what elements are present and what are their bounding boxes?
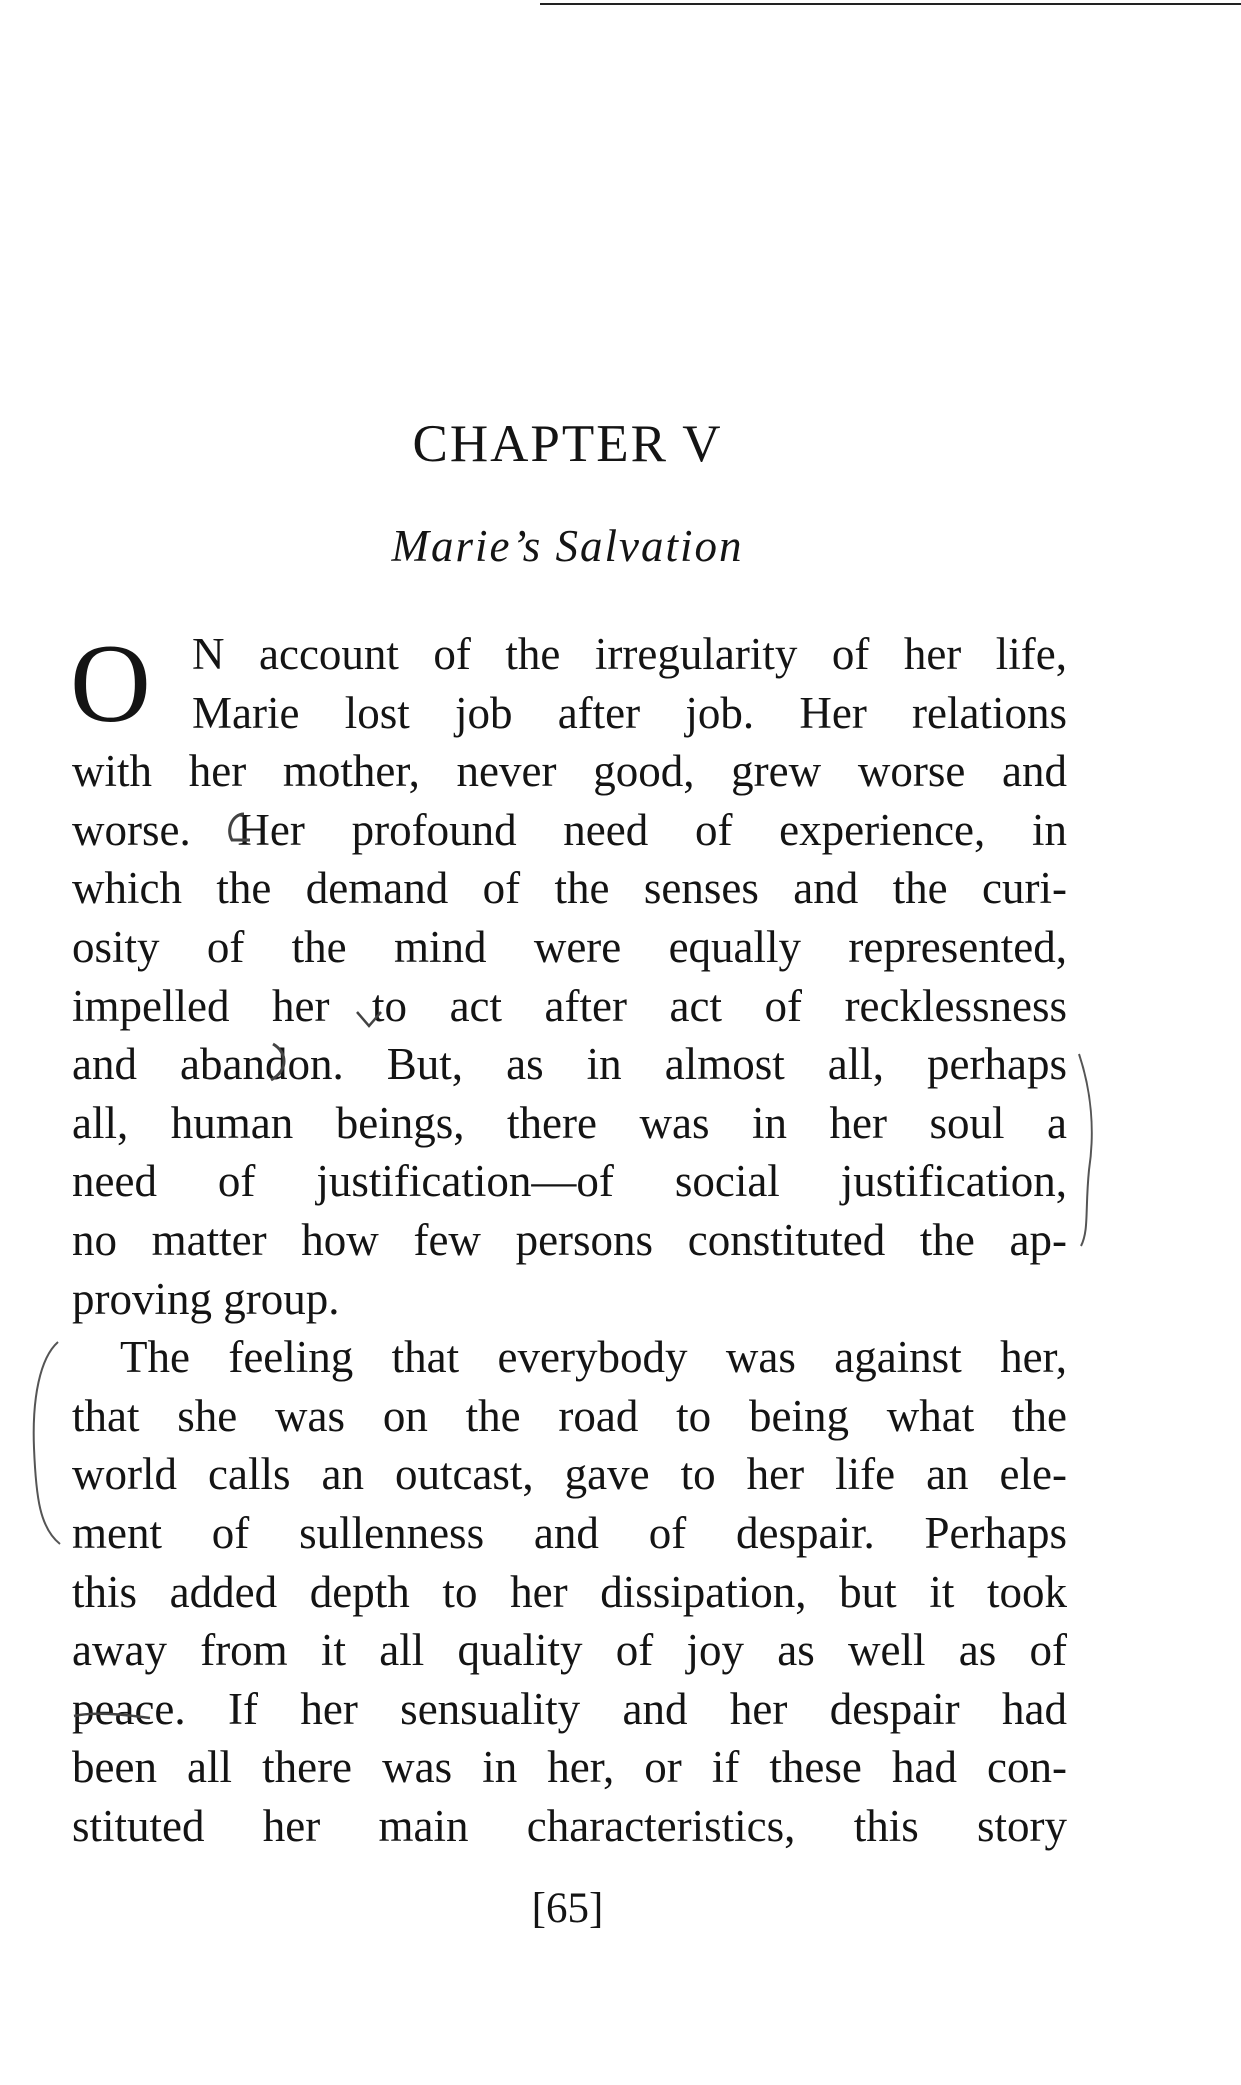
text-line: world calls an outcast, gave to her life an ele- xyxy=(72,1449,1067,1500)
text-line: Marie lost job after job. Her relations xyxy=(192,687,1067,738)
text-line: this added depth to her dissipation, but it took xyxy=(72,1566,1067,1617)
body-text xyxy=(70,622,1067,1855)
text-line: been all there was in her, or if these had con- xyxy=(72,1742,1067,1793)
top-edge-rule xyxy=(540,3,1241,5)
page-number: [65] xyxy=(531,1885,604,1932)
text-line: that she was on the road to being what the xyxy=(72,1390,1067,1441)
text-line: need of justification—of social justification, xyxy=(72,1156,1067,1207)
margin-side-line-left xyxy=(20,1338,70,1548)
text-line: away from it all quality of joy as well as of xyxy=(72,1625,1067,1676)
text-line: stituted her main characteristics, this story xyxy=(72,1800,1067,1851)
text-line: all, human beings, there was in her soul a xyxy=(72,1097,1067,1148)
drop-cap: O xyxy=(70,622,151,746)
text-line: proving group. xyxy=(72,1273,340,1324)
text-line: The feeling that everybody was against her, xyxy=(120,1332,1067,1383)
text-line: with her mother, never good, grew worse and xyxy=(72,746,1067,797)
text-line: N account of the irregularity of her life, xyxy=(192,629,1067,679)
chapter-title: CHAPTER V xyxy=(412,415,723,473)
text-line: no matter how few persons constituted the ap- xyxy=(72,1214,1067,1265)
chapter-subtitle: Marie’s Salvation xyxy=(391,521,744,571)
text-line: impelled her to act after act of recklessness xyxy=(72,980,1067,1031)
text-line: which the demand of the senses and the curi- xyxy=(72,863,1067,914)
margin-side-line-right xyxy=(1075,1050,1105,1250)
text-line: and abandon. But, as in almost all, perhaps xyxy=(72,1039,1067,1090)
text-line: osity of the mind were equally represented, xyxy=(72,921,1067,972)
text-line: peace. If her sensuality and her despair had xyxy=(72,1683,1067,1734)
text-line: ment of sullenness and of despair. Perhaps xyxy=(72,1507,1067,1558)
text-line: worse. Her profound need of experience, in xyxy=(72,804,1067,855)
